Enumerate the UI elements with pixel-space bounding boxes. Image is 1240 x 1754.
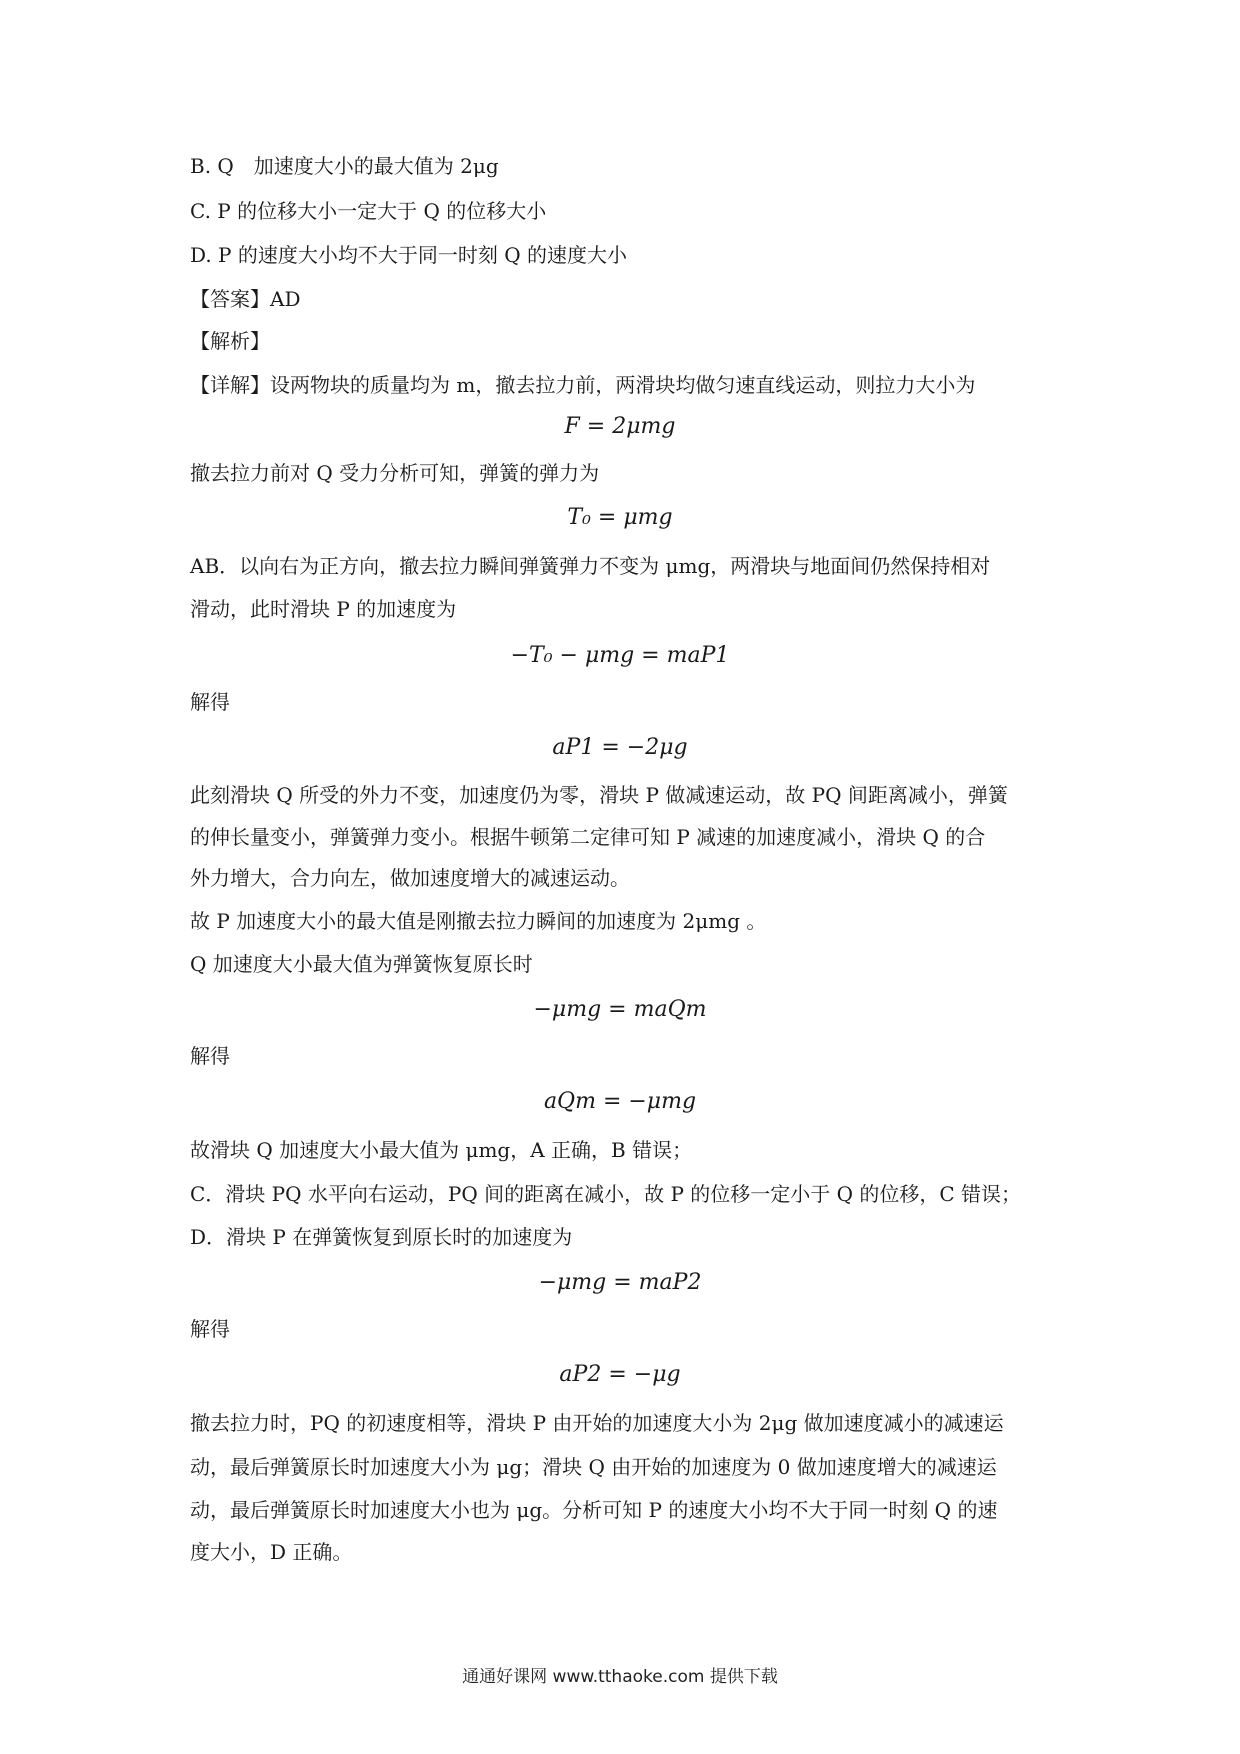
paragraph-4a: 此刻滑块 Q 所受的外力不变，加速度仍为零，滑块 P 做减速运动，故 PQ 间距离减小，弹簧 [190,783,1008,807]
paragraph-7: 故滑块 Q 加速度大小最大值为 μmg，A 正确，B 错误； [190,1138,693,1162]
solve-label-2: 解得 [190,1044,230,1068]
paragraph-4c: 外力增大，合力向左，做加速度增大的减速运动。 [190,866,630,890]
paragraph-4b: 的伸长量变小，弹簧弹力变小。根据牛顿第二定律可知 P 减速的加速度减小，滑块 Q 的合 [190,825,986,849]
paragraph-9: D．滑块 P 在弹簧恢复到原长时的加速度为 [190,1225,573,1249]
detail-paragraph: 【详解】设两物块的质量均为 m，撤去拉力前，两滑块均做匀速直线运动，则拉力大小为 [190,373,976,397]
option-b: B. Q 加速度大小的最大值为 2μg [190,154,499,178]
equation-4: aP1 = −2μg [552,735,688,760]
analysis-heading: 【解析】 [190,329,270,353]
paragraph-3b: 滑动，此时滑块 P 的加速度为 [190,597,457,621]
paragraph-10d: 度大小，D 正确。 [190,1540,353,1564]
paragraph-8: C．滑块 PQ 水平向右运动，PQ 间的距离在减小，故 P 的位移一定小于 Q 的位移，C 错误； [190,1182,1022,1206]
paragraph-6: Q 加速度大小最大值为弹簧恢复原长时 [190,952,533,976]
answer-line: 【答案】AD [190,287,301,311]
equation-2: T₀ = μmg [567,505,673,530]
paragraph-3a: AB．以向右为正方向，撤去拉力瞬间弹簧弹力不变为 μmg，两滑块与地面间仍然保持相对 [190,554,991,578]
option-d: D. P 的速度大小均不大于同一时刻 Q 的速度大小 [190,243,627,267]
solve-label-3: 解得 [190,1317,230,1341]
equation-8: aP2 = −μg [559,1362,681,1387]
paragraph-10b: 动，最后弹簧原长时加速度大小为 μg；滑块 Q 由开始的加速度为 0 做加速度增大的减速运 [190,1455,997,1479]
solve-label-1: 解得 [190,690,230,714]
equation-6: aQm = −μmg [543,1089,697,1114]
equation-1: F = 2μmg [564,414,676,439]
equation-7: −μmg = maP2 [538,1270,702,1295]
paragraph-2: 撤去拉力前对 Q 受力分析可知，弹簧的弹力为 [190,461,600,485]
equation-3: −T₀ − μmg = maP1 [510,643,730,668]
equation-5: −μmg = maQm [533,997,707,1022]
page-footer: 通通好课网 www.tthaoke.com 提供下载 [462,1667,778,1687]
option-c: C. P 的位移大小一定大于 Q 的位移大小 [190,199,547,223]
paragraph-10c: 动，最后弹簧原长时加速度大小也为 μg。分析可知 P 的速度大小均不大于同一时刻 Q 的速 [190,1498,998,1522]
paragraph-5: 故 P 加速度大小的最大值是刚撤去拉力瞬间的加速度为 2μmg 。 [190,909,767,933]
paragraph-10a: 撤去拉力时，PQ 的初速度相等，滑块 P 由开始的加速度大小为 2μg 做加速度减小的减速运 [190,1411,1004,1435]
